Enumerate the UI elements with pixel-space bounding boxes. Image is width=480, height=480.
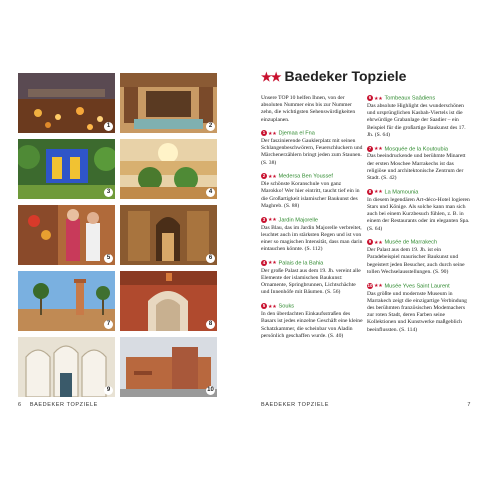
star-rating-icon: ★★ — [268, 130, 277, 137]
number-badge-icon: 10 — [367, 282, 373, 288]
star-rating-icon: ★★ — [268, 303, 277, 310]
star-rating-icon: ★★ — [374, 95, 383, 102]
entry-body: Die schönste Koranschule von ganz Marokko! Wer hier eintritt, taucht tief ein in die Großartigkeit islamischer Baukunst des Maghreb. (S. 88) — [261, 181, 360, 209]
photo-palace-hall — [120, 205, 217, 265]
entry-title: Musée de Marrakech — [384, 239, 438, 246]
entry-body: Das beeindruckende und berühmte Minarett der ersten Moschee Marrakechs ist das religiöse und architektonische Zentrum der Stadt. (S. 42) — [367, 153, 466, 182]
top-entry-1 — [261, 130, 364, 167]
number-badge-icon: 9 — [368, 239, 372, 245]
entry-body: In den überdachten Einkaufsstraßen des Basars ist jedes einzelne Geschäft eine kleine Schatzkammer, die scheinbar von Aladin persönlich geschaffen wurde. (S. 40) — [261, 311, 363, 339]
star-rating-icon: ★★ — [374, 239, 383, 246]
top-entry-6 — [367, 95, 470, 139]
entry-title: Medersa Ben Youssef — [278, 173, 333, 180]
heading-stars-icon: ★★ — [261, 70, 281, 84]
star-rating-icon: ★★ — [268, 217, 277, 224]
entry-body: Das größte und modernste Museum in Marrakech zeigt die einzigartige Verbindung des berühmten französischen Modemachers zur roten Stadt, deren Farben seine Kollektionen und Kunstwerke maßgeblich beeinflussten. (S. 114) — [367, 290, 467, 333]
left-running-title: BAEDEKER TOPZIELE — [29, 402, 98, 408]
photo-number: 2 — [206, 122, 215, 131]
photo-palais-bahia — [120, 139, 217, 199]
entry-title: La Mamounia — [384, 189, 419, 196]
entry-title: Djemaa el Fna — [278, 130, 315, 137]
photo-number: 5 — [104, 254, 113, 263]
right-page-number: 7 — [467, 402, 471, 408]
page-heading — [261, 68, 471, 86]
number-badge-icon: 8 — [368, 188, 372, 194]
top-entry-7 — [367, 146, 470, 183]
right-running-title: BAEDEKER TOPZIELE — [261, 402, 330, 408]
top-entry-10 — [367, 283, 470, 334]
number-badge-icon: 2 — [262, 173, 266, 179]
top-entry-3 — [261, 217, 364, 254]
photo-number: 8 — [206, 320, 215, 329]
star-rating-icon: ★★ — [268, 260, 277, 267]
photo-koutoubia — [18, 271, 115, 331]
text-column-left — [261, 95, 364, 347]
photo-musee-ysl — [120, 337, 217, 397]
left-page-number: 6 — [18, 402, 22, 408]
entry-title: Musée Yves Saint Laurent — [384, 283, 450, 290]
entry-title: Souks — [278, 303, 295, 310]
entry-title: Mosquée de la Koutoubia — [384, 146, 448, 153]
entry-body: Der Palast aus dem 19. Jh. ist ein Paradebeispiel maurischer Baukunst und begeistert jeden Besucher, auch durch seine tollen Wechselausstellungen. (S. 90) — [367, 247, 465, 275]
number-badge-icon: 1 — [262, 130, 266, 135]
top-entry-2 — [261, 173, 364, 210]
text-column-right — [367, 95, 470, 340]
photo-souk — [18, 205, 115, 265]
entry-body: Das absolute Highlight des wunderschönen und ursprünglichen Kasbah-Viertels ist die ehrwürdige Grabanlage der Saadier – ein Beispiel für die großartige Baukunst des 17. Jh. (S. 64) — [367, 102, 466, 138]
star-rating-icon: ★★ — [374, 189, 383, 196]
number-badge-icon: 4 — [262, 259, 266, 265]
photo-number: 10 — [207, 387, 214, 393]
left-page-footer — [18, 402, 98, 408]
entry-title: Palais de la Bahia — [278, 260, 324, 267]
photo-number: 1 — [104, 122, 113, 131]
photo-number: 6 — [206, 254, 215, 263]
photo-djemaa-el-fna — [18, 73, 115, 133]
photo-medersa-courtyard — [120, 73, 217, 133]
number-badge-icon: 7 — [368, 145, 372, 151]
photo-tombeaux-saadiens — [18, 337, 115, 397]
right-page-footer — [261, 402, 471, 408]
top-entry-4 — [261, 260, 364, 297]
photo-jardin-majorelle — [18, 139, 115, 199]
top-entry-5 — [261, 303, 364, 340]
number-badge-icon: 6 — [368, 95, 372, 100]
number-badge-icon: 3 — [262, 216, 266, 222]
photo-carved-arch — [120, 271, 217, 331]
number-badge-icon: 5 — [262, 303, 266, 309]
entry-title: Tombeaux Saâdiens — [384, 95, 436, 102]
photo-number: 3 — [104, 188, 113, 197]
top-entry-8 — [367, 189, 470, 233]
photo-number: 9 — [104, 386, 113, 395]
star-rating-icon: ★★ — [374, 283, 383, 290]
entry-body: Das Blau, das im Jardin Majorelle verbreitet, leuchtet auch im stärksten Regen und ist von einer so magischen Intensität, dass man darin eintauchen könnte. (S. 112) — [261, 224, 363, 253]
heading-text: Baedeker Topziele — [284, 68, 407, 84]
entry-body: In diesem legendären Art-déco-Hotel logieren Stars und Könige. Als solche kann man sich auch bei einem Kurzbesuch fühlen, z. B. in einem der Restaurants oder im eleganten Spa. (S. 64) — [367, 196, 470, 232]
photo-number: 7 — [104, 320, 113, 329]
entry-body: Der faszinierende Gauklerplatz mit seinen Schlangenbeschwörern, Feuerschluckern und Märchenerzählern bringt jeden zum Staunen. (S. 38) — [261, 137, 363, 166]
entry-title: Jardin Majorelle — [278, 217, 318, 224]
top-entry-9 — [367, 239, 470, 276]
star-rating-icon: ★★ — [374, 146, 383, 153]
star-rating-icon: ★★ — [268, 173, 277, 180]
intro-text: Unsere TOP 10 helfen Ihnen, von der absoluten Nummer eins bis zur Nummer zehn, die wichtigsten Sehenswürdigkeiten einzuplanen. — [261, 95, 356, 123]
photo-number: 4 — [206, 188, 215, 197]
entry-body: Der große Palast aus dem 19. Jh. vereint alle Elemente der islamischen Baukunst: Ornamente, Springbrunnen, Lichtschächte und Innenhöfe mit Bäumen. (S. 56) — [261, 267, 361, 296]
